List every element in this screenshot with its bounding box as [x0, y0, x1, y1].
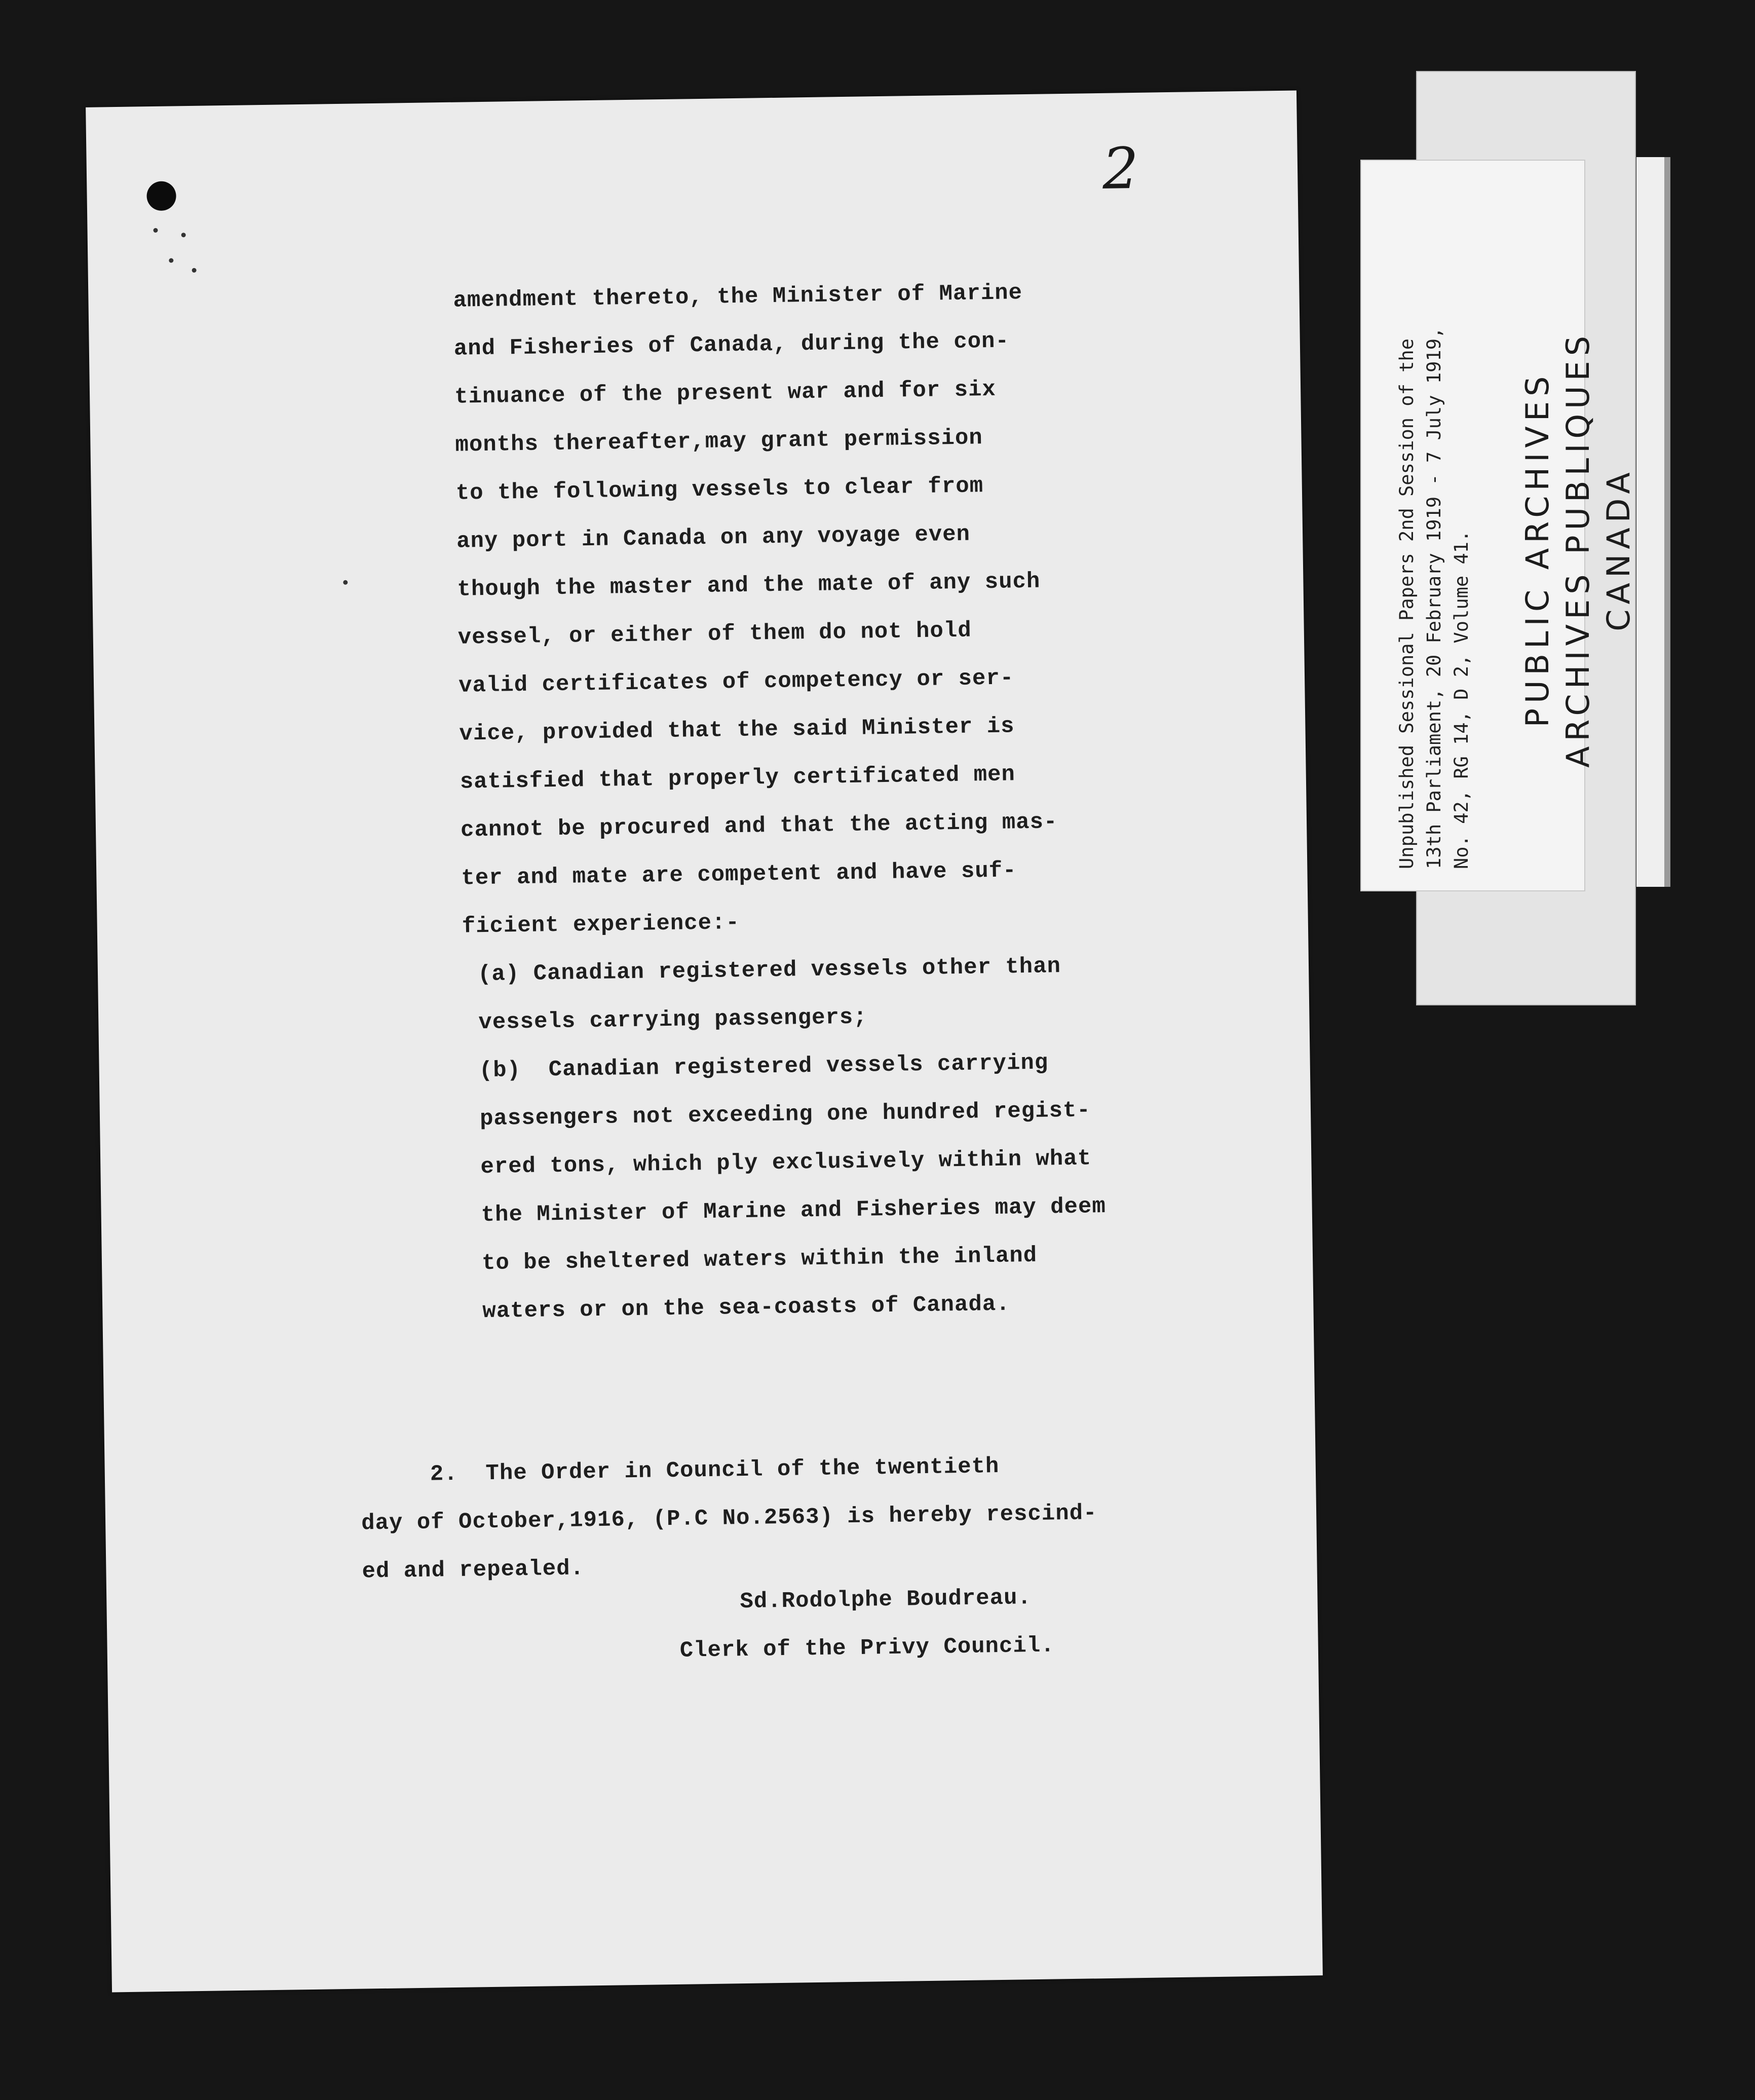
paragraph-line: 2. The Order in Council of the twentieth — [360, 1453, 1000, 1488]
archive-label-line: Unpublished Sessional Papers 2nd Session of the — [1396, 339, 1418, 869]
stamp-line: CANADA — [1600, 467, 1637, 631]
stamp-line: PUBLIC ARCHIVES — [1519, 371, 1556, 728]
paper-speck — [169, 258, 173, 262]
stamp-line: ARCHIVES PUBLIQUES — [1559, 330, 1596, 768]
paper-speck — [153, 228, 158, 233]
body-line: and Fisheries of Canada, during the con- — [453, 328, 1010, 362]
paper-speck — [343, 580, 348, 585]
clause-a-line: (a) Canadian registered vessels other than — [477, 954, 1061, 988]
body-line: vice, provided that the said Minister is — [459, 714, 1015, 747]
clause-b-line: to be sheltered waters within the inland — [481, 1243, 1038, 1277]
body-line: ter and mate are competent and have suf- — [461, 858, 1017, 891]
folder-edge-shadow — [1664, 157, 1670, 887]
body-line: ficient experience:- — [462, 910, 740, 940]
clause-b-line: passengers not exceeding one hundred regist- — [479, 1098, 1091, 1132]
paper-speck — [192, 268, 197, 273]
body-line: satisfied that properly certificated men — [460, 762, 1016, 795]
clause-b-line: ered tons, which ply exclusively within what — [480, 1146, 1092, 1180]
signature-block — [679, 1573, 1055, 1675]
body-line: months thereafter,may grant permission — [455, 425, 983, 458]
document-body — [453, 267, 1217, 1336]
clause-a-line: vessels carrying passengers; — [478, 1004, 868, 1036]
signatory-name: Sd.Rodolphe Boudreau. — [740, 1585, 1032, 1615]
paragraph-line: ed and repealed. — [362, 1556, 585, 1585]
paper-speck — [181, 233, 186, 237]
body-line: valid certificates of competency or ser- — [458, 665, 1014, 699]
archive-label-description — [1393, 327, 1475, 869]
repeal-paragraph — [360, 1440, 1224, 1596]
archives-stamp — [1517, 331, 1639, 768]
archive-label-line: No. 42, RG 14, D 2, Volume 41. — [1451, 530, 1472, 869]
body-line: vessel, or either of them do not hold — [457, 618, 972, 651]
body-line: tinuance of the present war and for six — [454, 377, 997, 410]
signatory-title: Clerk of the Privy Council. — [679, 1633, 1055, 1664]
punch-hole — [146, 181, 176, 211]
clause-b-line: waters or on the sea-coasts of Canada. — [482, 1291, 1011, 1325]
folder-edge-strip — [1636, 157, 1664, 887]
clause-b-line: (b) Canadian registered vessels carrying — [479, 1050, 1049, 1084]
archive-label-line: 13th Parliament, 20 February 1919 - 7 July 1919, — [1423, 327, 1445, 869]
handwritten-page-number: 2 — [1102, 135, 1139, 202]
clause-b-line: the Minister of Marine and Fisheries may deem — [481, 1193, 1107, 1228]
body-line: amendment thereto, the Minister of Marine — [453, 280, 1023, 314]
body-line: any port in Canada on any voyage even — [456, 521, 971, 554]
paragraph-line: day of October,1916, (P.C No.2563) is hereby rescind- — [361, 1501, 1097, 1536]
body-line: cannot be procured and that the acting mas- — [460, 809, 1058, 843]
body-line: to the following vessels to clear from — [455, 473, 984, 506]
typed-document-page — [86, 90, 1323, 1992]
body-line: though the master and the mate of any such — [457, 569, 1041, 603]
